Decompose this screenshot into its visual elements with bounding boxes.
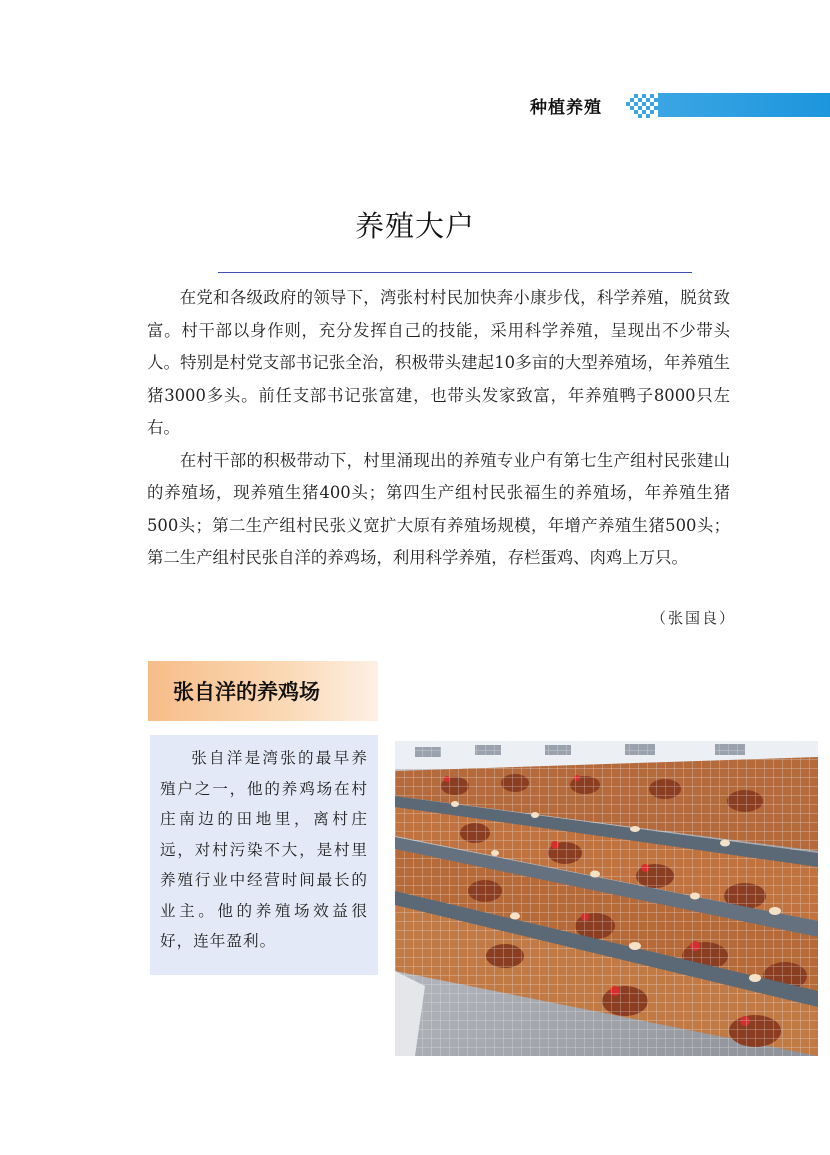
sidebar-title: 张自洋的养鸡场 [173, 680, 320, 704]
chicken-cage-illustration [395, 741, 818, 1056]
chicken-farm-photo [395, 741, 818, 1056]
header-accent-bar [658, 93, 830, 117]
checker-pattern-icon [624, 92, 660, 118]
sidebar-text: 张自洋是湾张的最早养殖户之一，他的养鸡场在村庄南边的田地里，离村庄远，对村污染不大，是村里养殖行业中经营时间最长的业主。他的养殖场效益很好，连年盈利。 [160, 749, 368, 950]
article-author: （张国良） [650, 609, 736, 627]
article-paragraph: 在村干部的积极带动下，村里涌现出的养殖专业户有第七生产组村民张建山的养殖场，现养殖生猪400头；第四生产组村民张福生的养殖场，年养殖生猪500头；第二生产组村民张义宽扩大原有养殖场规模，年增产养殖生猪500头；第二生产组村民张自洋的养鸡场，利用科学养殖，存栏蛋鸡、肉鸡上万只。 [147, 450, 730, 567]
section-label: 种植养殖 [530, 98, 602, 118]
article-body [147, 282, 730, 575]
article-paragraph: 在党和各级政府的领导下，湾张村村民加快奔小康步伐，科学养殖，脱贫致富。村干部以身作则，充分发挥自己的技能，采用科学养殖，呈现出不少带头人。特别是村党支部书记张全治，积极带头建起10多亩的大型养殖场，年养殖生猪3000多头。前任支部书记张富建，也带头发家致富，年养殖鸭子8000只左右。 [147, 288, 730, 437]
title-divider [218, 272, 692, 273]
article-title: 养殖大户 [354, 209, 475, 243]
